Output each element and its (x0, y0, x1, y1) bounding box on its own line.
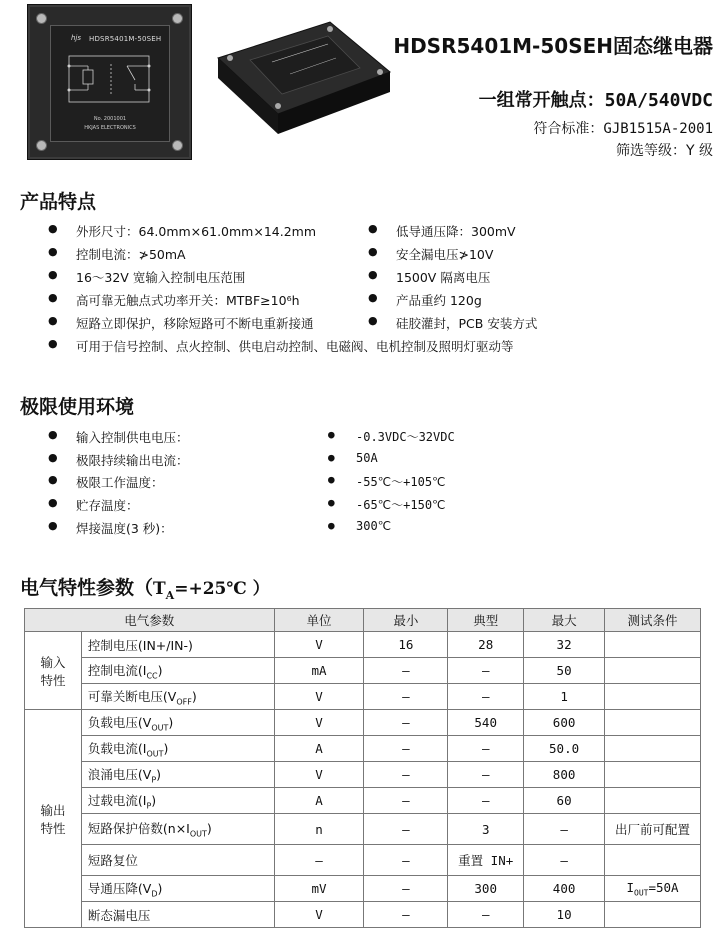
maker-marking: HKJAS ELECTRONICS (84, 125, 136, 131)
circuit-diagram-icon (61, 50, 157, 108)
features-heading: 产品特点 (20, 191, 97, 213)
param-min: — (364, 736, 448, 762)
param-min: — (364, 710, 448, 736)
param-typ: — (448, 736, 524, 762)
col-header: 最大 (524, 609, 605, 632)
electrical-heading: 电气特性参数（$T_A=+25℃$ ） (20, 577, 270, 602)
param-max: — (524, 814, 605, 845)
param-max: 50 (524, 658, 605, 684)
table-row (25, 658, 701, 684)
limit-label: ● 极限持续输出电流： (76, 451, 189, 469)
param-min: — (364, 684, 448, 710)
param-min: — (364, 814, 448, 845)
param-max: 800 (524, 762, 605, 788)
param-name: 控制电压(IN+/IN-) (81, 632, 274, 658)
param-condition (605, 902, 701, 928)
feature-item: ● 外形尺寸：64.0mm×61.0mm×14.2mm (76, 222, 316, 240)
feature-item: ● 硅胶灌封，PCB 安装方式 (396, 314, 537, 332)
product-subtitle: 一组常开触点：50A/540VDC (478, 90, 713, 111)
param-max: 600 (524, 710, 605, 736)
limit-label: ● 贮存温度： (76, 496, 139, 514)
col-header: 典型 (448, 609, 524, 632)
param-typ: 28 (448, 632, 524, 658)
param-max: 32 (524, 632, 605, 658)
group-input-label (25, 632, 82, 710)
param-min: — (364, 876, 448, 902)
param-unit: V (274, 762, 364, 788)
param-typ: 540 (448, 710, 524, 736)
brand-logo: hjs (71, 34, 82, 42)
relay-3d-photo (210, 18, 395, 138)
feature-item: ● 高可靠无触点式功率开关：MTBF≥10⁶h (76, 291, 300, 309)
col-header: 单位 (274, 609, 364, 632)
param-unit: V (274, 632, 364, 658)
electrical-spec-table (24, 608, 701, 928)
param-unit: mV (274, 876, 364, 902)
screw-icon (172, 13, 183, 24)
feature-item: ● 产品重约 120g (396, 291, 482, 309)
param-typ: — (448, 788, 524, 814)
param-max: 10 (524, 902, 605, 928)
group-label-line: 输入 (40, 654, 66, 670)
table-row (25, 876, 701, 902)
param-condition (605, 684, 701, 710)
param-condition (605, 845, 701, 876)
col-header: 测试条件 (605, 609, 701, 632)
param-min: 16 (364, 632, 448, 658)
param-min: — (364, 788, 448, 814)
screw-icon (36, 13, 47, 24)
param-max: 50.0 (524, 736, 605, 762)
table-row (25, 632, 701, 658)
col-header: 电气参数 (25, 609, 275, 632)
table-row (25, 710, 701, 736)
limit-label: ● 输入控制供电电压： (76, 428, 189, 446)
table-row (25, 845, 701, 876)
limit-label: ● 极限工作温度： (76, 473, 164, 491)
param-max: 1 (524, 684, 605, 710)
limit-value: ● 300℃ (356, 519, 391, 533)
screw-icon (36, 140, 47, 151)
screw-icon (172, 140, 183, 151)
feature-item: ● 1500V 隔离电压 (396, 268, 490, 286)
param-name: 导通压降$(V_D)$ (81, 876, 274, 902)
param-unit: — (274, 845, 364, 876)
feature-item: ● 16～32V 宽输入控制电压范围 (76, 268, 245, 286)
param-min: — (364, 845, 448, 876)
limit-value: ● -55℃～+105℃ (356, 473, 446, 490)
param-typ: — (448, 658, 524, 684)
table-row (25, 736, 701, 762)
table-row (25, 684, 701, 710)
table-row (25, 902, 701, 928)
param-max: 60 (524, 788, 605, 814)
param-typ: — (448, 902, 524, 928)
serial-number: No. 2001001 (93, 116, 127, 122)
param-typ: — (448, 762, 524, 788)
relay-face-label (50, 25, 170, 142)
param-name: 控制电流$(I_{CC})$ (81, 658, 274, 684)
limit-value: ● -0.3VDC～32VDC (356, 428, 455, 445)
feature-item: ● 可用于信号控制、点火控制、供电启动控制、电磁阀、电机控制及照明灯驱动等 (76, 337, 514, 355)
feature-item: ● 控制电流：≯50mA (76, 245, 186, 263)
limit-value: ● -65℃～+150℃ (356, 496, 446, 513)
feature-item: ● 安全漏电压≯10V (396, 245, 493, 263)
group-label-line: 特性 (40, 672, 66, 688)
param-unit: A (274, 736, 364, 762)
param-unit: V (274, 684, 364, 710)
param-name: 负载电压$(V_{OUT})$ (81, 710, 274, 736)
table-header-row (25, 609, 701, 632)
relay-front-photo (27, 4, 192, 160)
param-name: 可靠关断电压$(V_{OFF})$ (81, 684, 274, 710)
param-min: — (364, 902, 448, 928)
param-condition (605, 658, 701, 684)
param-name: 断态漏电压 (81, 902, 274, 928)
model-marking: HDSR5401M-50SEH (89, 35, 162, 43)
param-condition (605, 788, 701, 814)
param-unit: n (274, 814, 364, 845)
param-condition (605, 762, 701, 788)
param-unit: V (274, 902, 364, 928)
param-unit: A (274, 788, 364, 814)
col-header: 最小 (364, 609, 448, 632)
group-output-label (25, 710, 82, 928)
limit-value: ● 50A (356, 451, 378, 465)
table-row (25, 762, 701, 788)
limits-heading: 极限使用环境 (20, 396, 135, 418)
param-min: — (364, 762, 448, 788)
param-condition (605, 710, 701, 736)
param-name: 短路保护倍数$(n\times I_{OUT})$ (81, 814, 274, 845)
param-typ: — (448, 684, 524, 710)
param-name: 浪涌电压$(V_P)$ (81, 762, 274, 788)
standard-text: 符合标准：GJB1515A-2001 (533, 121, 713, 137)
limit-label: ● 焊接温度(3 秒)： (76, 519, 173, 537)
param-condition (605, 632, 701, 658)
param-typ: 300 (448, 876, 524, 902)
param-condition: $I_{OUT}=50A$ (605, 876, 701, 902)
param-name: 负载电流$(I_{OUT})$ (81, 736, 274, 762)
param-max: — (524, 845, 605, 876)
feature-item: ● 低导通压降：300mV (396, 222, 516, 240)
param-name: 过载电流$(I_P)$ (81, 788, 274, 814)
param-name: 短路复位 (81, 845, 274, 876)
table-row (25, 788, 701, 814)
param-max: 400 (524, 876, 605, 902)
param-unit: mA (274, 658, 364, 684)
product-title: HDSR5401M-50SEH固态继电器 (393, 34, 713, 58)
group-label-line: 特性 (40, 820, 66, 836)
param-typ: 3 (448, 814, 524, 845)
param-condition: 出厂前可配置 (605, 814, 701, 845)
param-condition (605, 736, 701, 762)
param-unit: V (274, 710, 364, 736)
grade-text: 筛选等级：Y 级 (615, 143, 713, 159)
feature-item: ● 短路立即保护，移除短路可不断电重新接通 (76, 314, 314, 332)
param-typ: 重置 IN+ (448, 845, 524, 876)
group-label-line: 输出 (40, 802, 66, 818)
table-row (25, 814, 701, 845)
param-min: — (364, 658, 448, 684)
